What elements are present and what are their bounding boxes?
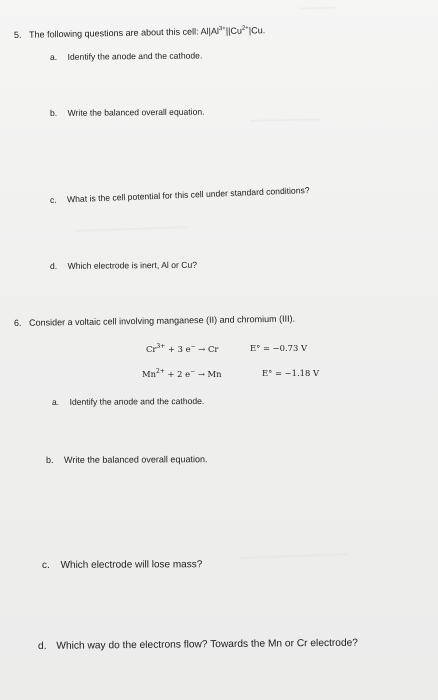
subquestion-text: Identify the anode and the cathode. — [67, 50, 203, 62]
question-5d — [50, 260, 197, 271]
question-5b — [50, 107, 205, 118]
subquestion-text: Write the balanced overall equation. — [67, 106, 205, 118]
question-text: |Cu. — [248, 25, 266, 36]
subquestion-letter: a. — [51, 396, 60, 407]
show-through-text: ~~~~~~~~~~~~~~~~~~~~~~~~ — [74, 223, 188, 236]
question-6b — [46, 454, 208, 465]
subquestion-letter: d. — [49, 260, 58, 271]
question-text: Consider a voltaic cell involving manganese (II) and chromium (III). — [28, 313, 296, 328]
question-5a — [50, 50, 202, 62]
show-through-text: ~~~~~~~~ — [299, 3, 338, 14]
subquestion-text: Identify the anode and the cathode. — [69, 395, 205, 407]
subquestion-letter: a. — [49, 51, 58, 62]
subquestion-text: Write the balanced overall equation. — [64, 454, 208, 465]
electron-charge: − — [190, 368, 196, 375]
subquestion-text: Which electrode is inert, Al or Cu? — [67, 259, 198, 271]
reactant-ion: Mn — [142, 369, 156, 379]
reaction-product: → Mn — [195, 369, 222, 379]
subquestion-text: Which electrode will lose mass? — [60, 559, 203, 571]
subquestion-text: What is the cell potential for this cell under standard conditions? — [66, 185, 310, 205]
electrons-term: + 3 e — [165, 344, 191, 354]
subquestion-letter: b. — [45, 454, 54, 465]
question-5-prompt — [14, 25, 265, 40]
ion-charge: 3+ — [156, 343, 166, 350]
question-number: 5. — [13, 29, 22, 40]
electrons-term: + 2 e — [164, 369, 191, 379]
subquestion-letter: c. — [41, 559, 50, 571]
question-text: ||Cu — [225, 25, 243, 36]
ion-charge: 3+ — [218, 25, 226, 33]
chromium-potential: E° = −0.73 V — [250, 343, 308, 353]
half-reaction-chromium — [146, 344, 218, 354]
subquestion-letter: c. — [49, 194, 57, 205]
subquestion-letter: d. — [37, 640, 47, 652]
show-through-text: ~~~~~~~~~~~~~~~~~~~~~~~ — [239, 550, 348, 563]
reactant-ion: Cr — [146, 344, 157, 354]
reaction-product: → Cr — [195, 344, 219, 354]
question-5c — [50, 185, 310, 205]
question-6c — [42, 559, 202, 571]
ion-charge: 2+ — [241, 25, 249, 32]
question-6-prompt — [14, 314, 295, 328]
question-6a — [52, 396, 204, 407]
question-number: 6. — [13, 317, 22, 328]
question-6d — [38, 638, 358, 652]
subquestion-text: Which way do the electrons flow? Towards the Mn or Cr electrode? — [56, 637, 359, 652]
question-text: The following questions are about this cell: Al|Al — [28, 26, 220, 40]
manganese-potential: E° = −1.18 V — [262, 368, 320, 378]
electron-charge: − — [190, 343, 196, 350]
ion-charge: 2+ — [155, 368, 165, 375]
show-through-text: ~~~~~~~~~~~~~~~ — [249, 115, 321, 126]
half-reaction-manganese — [142, 369, 221, 379]
subquestion-letter: b. — [49, 107, 58, 118]
